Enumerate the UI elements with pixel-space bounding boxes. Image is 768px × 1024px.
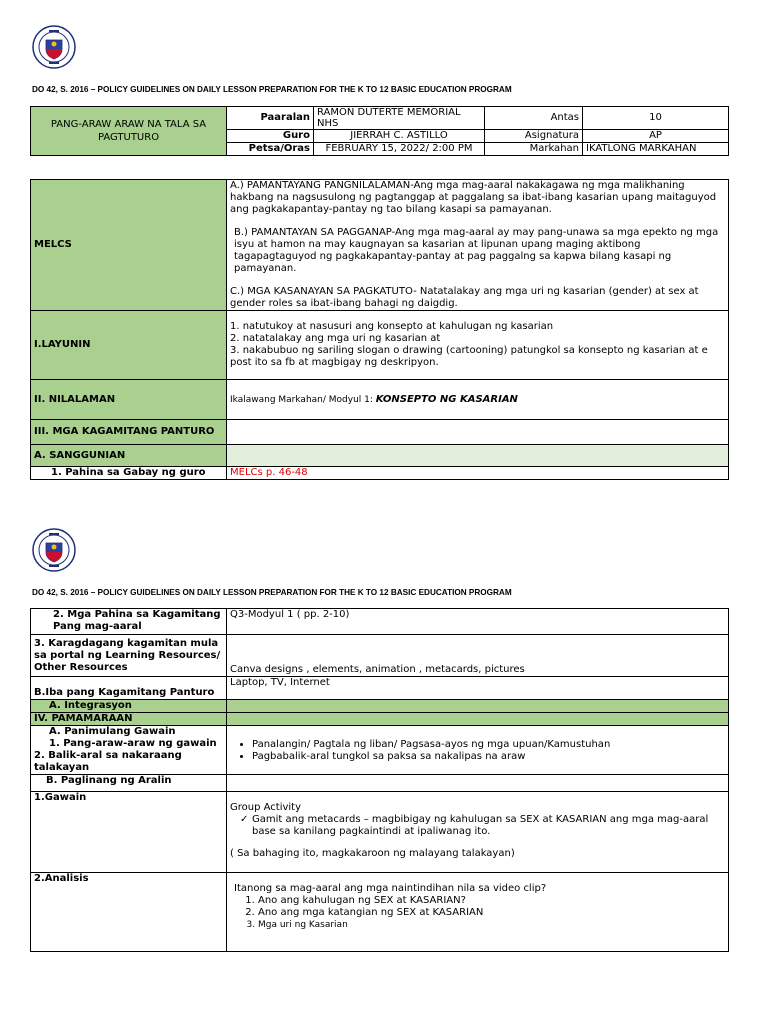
mga-pahina-value: Q3-Modyul 1 ( pp. 2-10) <box>227 609 729 635</box>
melcs-label: MELCS <box>31 180 227 311</box>
guro-label: Guro <box>227 130 314 143</box>
panimulang-gawain-cell <box>31 726 227 775</box>
panimulang-list <box>230 739 725 763</box>
melcs-c: C.) MGA KASANAYAN SA PAGKATUTO- Natatalakay ang mga uri ng kasarian (gender) at sex at gender roles sa ibat-ibang bahagi ng daigdig. <box>230 286 699 309</box>
list-item: • Panalangin/ Pagtala ng liban/ Pagsasa-ayos ng mga upuan/Kamustuhan <box>252 739 725 751</box>
kagamitan-label: III. MGA KAGAMITANG PANTURO <box>31 420 227 445</box>
antas-value: 10 <box>583 107 729 130</box>
gawain-content <box>227 792 729 873</box>
list-item: 3. Mga uri ng Kasarian <box>258 919 725 931</box>
sanggunian-value <box>227 445 729 467</box>
pang-araw-araw-label: 1. Pang-araw-araw ng gawain <box>49 738 217 749</box>
analisis-heading: Itanong sa mag-aaral ang mga naintindihan nila sa video clip? <box>234 883 547 894</box>
nilalaman-content <box>227 380 729 420</box>
pahina-gabay-value: MELCs p. 46-48 <box>227 467 729 480</box>
layunin-2: 2. natatalakay ang mga uri ng kasarian at <box>230 333 441 344</box>
panimulang-gawain-label: A. Panimulang Gawain <box>49 726 176 737</box>
layunin-label: I.LAYUNIN <box>31 311 227 380</box>
lesson-plan-table-1 <box>30 179 729 480</box>
paaralan-label: Paaralan <box>227 107 314 130</box>
lesson-plan-table-2 <box>30 608 729 952</box>
sanggunian-label: A. SANGGUNIAN <box>31 445 227 467</box>
nilalaman-title: KONSEPTO NG KASARIAN <box>375 393 518 405</box>
asignatura-value: AP <box>583 130 729 143</box>
layunin-3: 3. nakabubuo ng sariling slogan o drawing (cartooning) patungkol sa konsepto ng kasarian at e post ito sa fb at magbigay ng deskripyon. <box>230 345 708 368</box>
lesson-info-table <box>30 106 729 156</box>
pamamaraan-value <box>227 713 729 726</box>
karagdagang-value: Canva designs , elements, animation , metacards, pictures <box>227 635 729 677</box>
guro-value: JIERRAH C. ASTILLO <box>314 130 485 143</box>
list-item: • Pagbabalik-aral tungkol sa paksa sa nakalipas na araw <box>252 751 725 763</box>
pamamaraan-label: IV. PAMAMARAAN <box>31 713 227 726</box>
iba-pang-kagamitan-label: B.Iba pang Kagamitang Panturo <box>31 677 227 700</box>
policy-header: DO 42, S. 2016 – POLICY GUIDELINES ON DAILY LESSON PREPARATION FOR THE K TO 12 BASIC EDUCATION PROGRAM <box>32 588 512 597</box>
paglinang-label: B. Paglinang ng Aralin <box>31 775 227 792</box>
gawain-note: ( Sa bahaging ito, magkakaroon ng malayang talakayan) <box>230 848 515 859</box>
gawain-heading: Group Activity <box>230 802 302 813</box>
gawain-label: 1.Gawain <box>31 792 227 873</box>
layunin-1: 1. natutukoy at nasusuri ang konsepto at kahulugan ng kasarian <box>230 321 554 332</box>
kagamitan-value <box>227 420 729 445</box>
analisis-label: 2.Analisis <box>31 873 227 952</box>
melcs-b: B.) PAMANTAYAN SA PAGGANAP-Ang mga mag-aaral ay may pang-unawa sa mga epekto ng mga isyu at hamon na may kaugnayan sa kasarian at lipunan upang maging aktibong tagapagtaguyod ng pagkakapantay-pantay at pag paggalng sa kapwa bilang kasapi ng pamayanan. <box>234 227 719 274</box>
petsa-label: Petsa/Oras <box>227 143 314 156</box>
policy-header: DO 42, S. 2016 – POLICY GUIDELINES ON DAILY LESSON PREPARATION FOR THE K TO 12 BASIC EDUCATION PROGRAM <box>32 85 512 94</box>
layunin-content <box>227 311 729 380</box>
melcs-content <box>227 180 729 311</box>
balik-aral-label: 2. Balik-aral sa nakaraang talakayan <box>34 750 182 773</box>
mga-pahina-label: 2. Mga Pahina sa Kagamitang Pang mag-aaral <box>31 609 227 635</box>
petsa-value: FEBRUARY 15, 2022/ 2:00 PM <box>314 143 485 156</box>
markahan-label: Markahan <box>485 143 583 156</box>
iba-pang-kagamitan-value: Laptop, TV, Internet <box>227 677 729 700</box>
paglinang-value <box>227 775 729 792</box>
antas-label: Antas <box>485 107 583 130</box>
panimulang-gawain-content <box>227 726 729 775</box>
integrasyon-label: A. Integrasyon <box>31 700 227 713</box>
gawain-list <box>230 814 725 838</box>
analisis-list <box>230 895 725 931</box>
paaralan-value: RAMON DUTERTE MEMORIAL NHS <box>314 107 485 130</box>
list-item: 1. Ano ang kahulugan ng SEX at KASARIAN? <box>258 895 725 907</box>
lesson-plan-title: PANG-ARAW ARAW NA TALA SA PAGTUTURO <box>31 107 227 156</box>
deped-seal-logo <box>32 528 76 572</box>
markahan-value: IKATLONG MARKAHAN <box>583 143 729 156</box>
nilalaman-prefix: Ikalawang Markahan/ Modyul 1: <box>230 394 376 405</box>
integrasyon-value <box>227 700 729 713</box>
pahina-gabay-label: 1. Pahina sa Gabay ng guro <box>31 467 227 480</box>
asignatura-label: Asignatura <box>485 130 583 143</box>
list-item: ✓ Gamit ang metacards – magbibigay ng kahulugan sa SEX at KASARIAN ang mga mag-aaral base sa kanilang pagkaintindi at ipaliwanag ito. <box>252 814 725 838</box>
list-item: 2. Ano ang mga katangian ng SEX at KASARIAN <box>258 907 725 919</box>
nilalaman-label: II. NILALAMAN <box>31 380 227 420</box>
melcs-a: A.) PAMANTAYANG PANGNILALAMAN-Ang mga mag-aaral nakakagawa ng mga malikhaning hakbang na nagsusulong ng pagtanggap at paggalang sa ibat-ibang kasarian upang maitaguyod ang pagkakapantay-pantay ng tao bilang kasapi sa pamayanan. <box>230 180 717 215</box>
analisis-content <box>227 873 729 952</box>
karagdagang-label: 3. Karagdagang kagamitan mula sa portal ng Learning Resources/ Other Resources <box>31 635 227 677</box>
deped-seal-logo <box>32 25 76 69</box>
